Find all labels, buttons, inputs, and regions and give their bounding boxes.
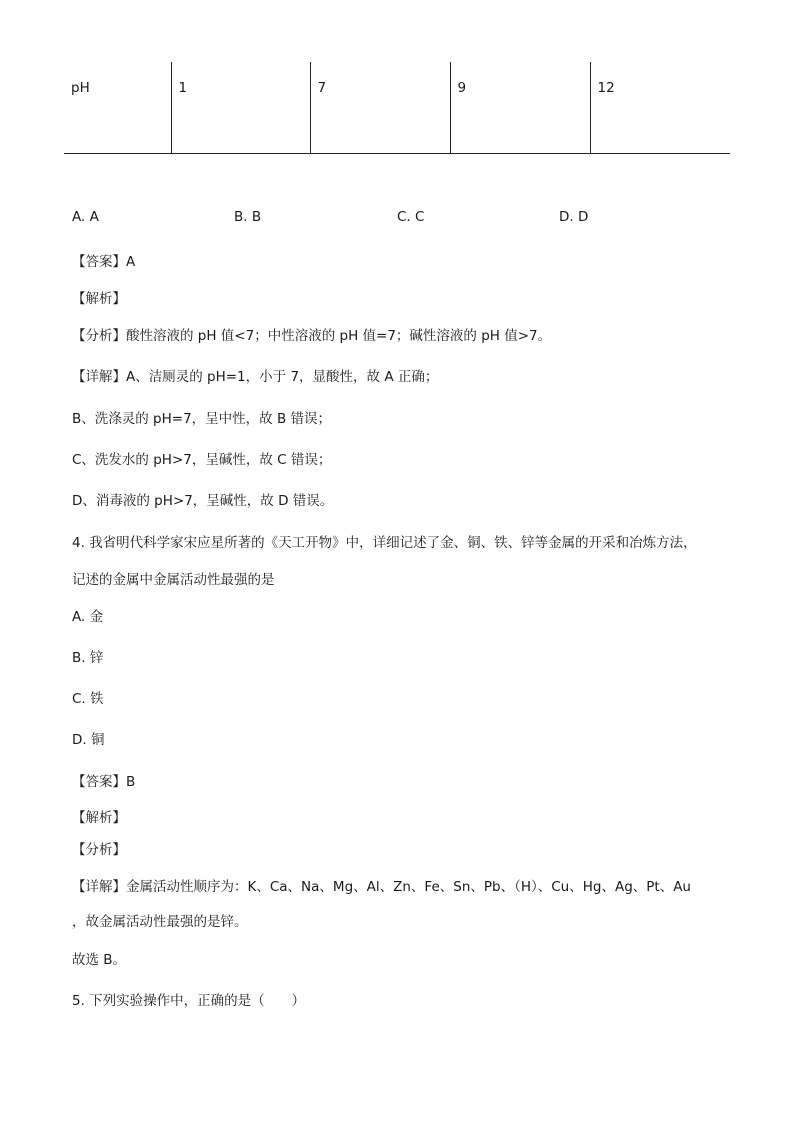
answer-label: 【答案】 bbox=[72, 254, 126, 270]
xiangjie-text: A、洁厕灵的 pH=1，小于 7，显酸性，故 A 正确； bbox=[126, 369, 439, 385]
q3-analysis-label: 【解析】 bbox=[72, 291, 126, 307]
q4-analysis-label: 【解析】 bbox=[72, 810, 126, 826]
table-cell: 7 bbox=[310, 62, 450, 154]
table-cell-ph-label: pH bbox=[64, 62, 171, 154]
q4-option-b: B. 锌 bbox=[72, 650, 104, 666]
ph-table bbox=[64, 62, 730, 154]
fenxi-text: 酸性溶液的 pH 值<7；中性溶液的 pH 值=7；碱性溶液的 pH 值>7。 bbox=[126, 328, 552, 344]
q3-option-d: D. D bbox=[559, 209, 589, 225]
q4-option-a: A. 金 bbox=[72, 609, 104, 625]
q3-xiangjie bbox=[72, 365, 438, 385]
answer-value: B bbox=[126, 774, 136, 790]
q4-answer bbox=[72, 770, 135, 790]
q4-option-c: C. 铁 bbox=[72, 691, 104, 707]
table-cell: 1 bbox=[171, 62, 310, 154]
table-row bbox=[64, 62, 730, 154]
xiangjie-label: 【详解】 bbox=[72, 369, 126, 385]
q4-xiangjie-line2: ，故金属活动性最强的是锌。 bbox=[72, 914, 248, 930]
q4-xiangjie bbox=[72, 875, 691, 895]
answer-label: 【答案】 bbox=[72, 774, 126, 790]
q4-conclusion: 故选 B。 bbox=[72, 952, 127, 968]
q4-option-d: D. 铜 bbox=[72, 732, 105, 748]
q3-answer bbox=[72, 250, 135, 270]
q3-detail-d: D、消毒液的 pH>7，呈碱性，故 D 错误。 bbox=[72, 493, 334, 509]
q3-detail-b: B、洗涤灵的 pH=7，呈中性，故 B 错误； bbox=[72, 411, 332, 427]
q4-stem-line1: 4. 我省明代科学家宋应星所著的《天工开物》中，详细记述了金、铜、铁、锌等金属的开采和冶炼方法， bbox=[72, 535, 697, 551]
table-cell: 9 bbox=[450, 62, 590, 154]
answer-value: A bbox=[126, 254, 136, 270]
q5-stem: 5. 下列实验操作中，正确的是（ ） bbox=[72, 993, 306, 1009]
q3-fenxi bbox=[72, 324, 551, 344]
q3-option-b: B. B bbox=[234, 209, 262, 225]
q3-option-c: C. C bbox=[397, 209, 425, 225]
q4-stem-line2: 记述的金属中金属活动性最强的是 bbox=[72, 572, 275, 588]
q3-detail-c: C、洗发水的 pH>7，呈碱性，故 C 错误； bbox=[72, 452, 332, 468]
q3-option-a: A. A bbox=[72, 209, 99, 225]
xiangjie-text: 金属活动性顺序为：K、Ca、Na、Mg、Al、Zn、Fe、Sn、Pb、（H）、Cu、Hg、Ag、Pt、Au bbox=[126, 879, 691, 895]
q4-fenxi-label: 【分析】 bbox=[72, 842, 126, 858]
table-cell: 12 bbox=[590, 62, 730, 154]
xiangjie-label: 【详解】 bbox=[72, 879, 126, 895]
fenxi-label: 【分析】 bbox=[72, 328, 126, 344]
